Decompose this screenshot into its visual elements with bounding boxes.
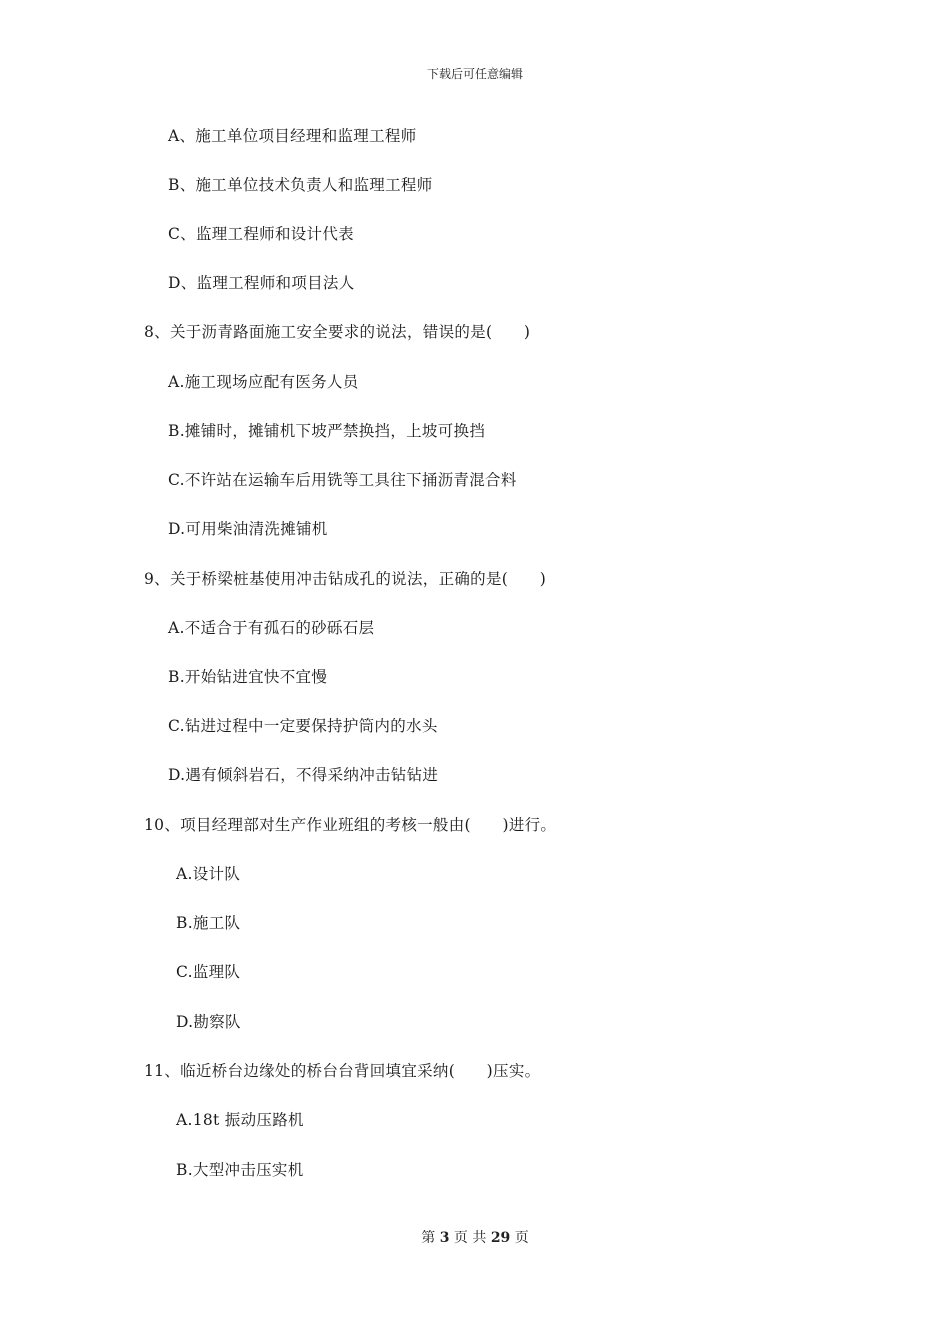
option-line: B.施工队 <box>176 914 241 932</box>
footer-page-number: 3 <box>439 1230 450 1246</box>
option-line: D、监理工程师和项目法人 <box>168 274 355 292</box>
option-line: B、施工单位技术负责人和监理工程师 <box>168 176 433 194</box>
question-line: 11、临近桥台边缘处的桥台台背回填宜采纳( )压实。 <box>144 1062 541 1080</box>
question-line: 10、项目经理部对生产作业班组的考核一般由( )进行。 <box>144 816 557 834</box>
footer-prefix: 第 <box>421 1230 436 1246</box>
option-line: A.不适合于有孤石的砂砾石层 <box>168 619 375 637</box>
footer-total-pages: 29 <box>490 1230 511 1246</box>
option-line: D.遇有倾斜岩石，不得采纳冲击钻钻进 <box>168 766 439 784</box>
option-line: C、监理工程师和设计代表 <box>168 225 354 243</box>
option-line: D.可用柴油清洗摊铺机 <box>168 520 328 538</box>
option-line: C.钻进过程中一定要保持护筒内的水头 <box>168 717 438 735</box>
question-line: 8、关于沥青路面施工安全要求的说法，错误的是( ) <box>144 323 531 341</box>
option-line: A.施工现场应配有医务人员 <box>168 373 359 391</box>
option-line: C.监理队 <box>176 963 241 981</box>
option-line: C.不许站在运输车后用铣等工具往下捅沥青混合料 <box>168 471 517 489</box>
option-line: A.设计队 <box>176 865 241 883</box>
option-line: B.大型冲击压实机 <box>176 1161 304 1179</box>
option-line: D.勘察队 <box>176 1013 241 1031</box>
option-line: B.开始钻进宜快不宜慢 <box>168 668 328 686</box>
option-line: A、施工单位项目经理和监理工程师 <box>168 127 417 145</box>
option-line: A.18t 振动压路机 <box>176 1111 304 1129</box>
question-line: 9、关于桥梁桩基使用冲击钻成孔的说法，正确的是( ) <box>144 570 547 588</box>
page-header: 下载后可任意编辑 <box>426 67 523 81</box>
footer-middle: 页 共 <box>453 1230 487 1246</box>
page-footer <box>0 1229 950 1247</box>
footer-suffix: 页 <box>514 1230 529 1246</box>
option-line: B.摊铺时，摊铺机下坡严禁换挡，上坡可换挡 <box>168 422 486 440</box>
